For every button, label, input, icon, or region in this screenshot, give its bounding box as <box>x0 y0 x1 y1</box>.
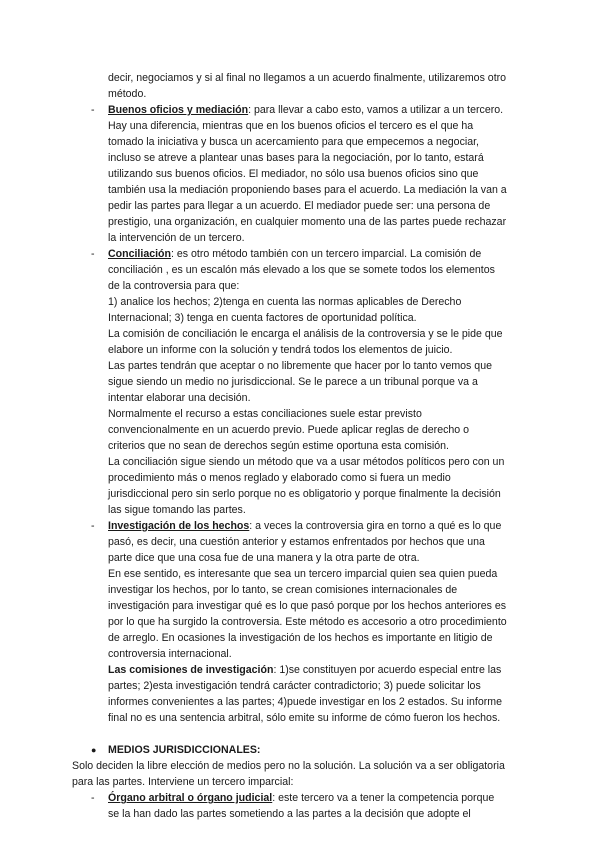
text-line <box>108 662 501 678</box>
text-line: 1) analice los hechos; 2)tenga en cuenta las normas aplicables de Derecho <box>108 296 462 308</box>
text-line: investigación para investigar qué es lo que pasó porque por los hechos anteriores es <box>108 600 507 612</box>
term-buenos-oficios: Buenos oficios y mediación <box>108 104 249 116</box>
text-line: elabore un informe con la solución y tendrá todos los elementos de juicio. <box>108 344 453 356</box>
text-line: utilizando sus buenos oficios. El mediador, no sólo usa buenos oficios sino que <box>108 168 479 180</box>
text-line: intentar elaborar una decisión. <box>108 392 251 404</box>
dash-marker: - <box>91 248 95 260</box>
text-line: Normalmente el recurso a estas conciliaciones suele estar previsto <box>108 408 422 420</box>
text-line: de la controversia para que: <box>108 280 240 292</box>
text-line: La conciliación sigue siendo un método que va a usar métodos políticos pero con un <box>108 456 505 468</box>
term-organo: Órgano arbitral o órgano judicial <box>108 792 273 804</box>
text-line: La comisión de conciliación le encarga el análisis de la controversia y se le pide que <box>108 328 503 340</box>
text-line: pasó, es decir, una cuestión anterior y estamos enfrentados por hechos que una <box>108 536 485 548</box>
text-line: se la han dado las partes sometiendo a las partes a la decisión que adopte el <box>108 808 471 820</box>
text-line: jurisdiccional pero sin serlo porque no es obligatorio y porque finalmente la decisión <box>108 488 501 500</box>
list-item-heading <box>108 790 494 806</box>
text-run: : a veces la controversia gira en torno a qué es lo que <box>249 520 502 532</box>
text-line: sigue siendo un medio no jurisdiccional. Se le parece a un tribunal porque va a <box>108 376 478 388</box>
text-line: Internacional; 3) tenga en cuenta factores de oportunidad política. <box>108 312 417 324</box>
text-run: : 1)se constituyen por acuerdo especial entre las <box>273 664 502 676</box>
text-line: conciliación , es un escalón más elevado a los que se somete todos los elementos <box>108 264 495 276</box>
text-run: : es otro método también con un tercero imparcial. La comisión de <box>170 248 482 260</box>
list-item-heading <box>108 246 481 262</box>
text-line: la intervención de un tercero. <box>108 232 245 244</box>
text-line: convencionalmente en un acuerdo previo. Puede aplicar reglas de derecho o <box>108 424 470 436</box>
text-line: partes; 2)esta investigación tendrá carácter contradictorio; 3) puede solicitar los <box>108 680 481 692</box>
list-item-heading <box>108 102 503 118</box>
text-run: : este tercero va a tener la competencia porque <box>272 792 495 804</box>
term-comisiones: Las comisiones de investigación <box>108 664 274 676</box>
list-item-heading <box>108 518 501 534</box>
text-line: para las partes. Interviene un tercero imparcial: <box>72 776 294 788</box>
text-line: En ese sentido, es interesante que sea un tercero imparcial quien sea quien pueda <box>108 568 498 580</box>
term-conciliacion: Conciliación <box>108 248 171 260</box>
text-line: investigar los hechos, por lo tanto, se crean comisiones internacionales de <box>108 584 458 596</box>
text-line: criterios que no sean de derechos según estime oportuna esta comisión. <box>108 440 449 452</box>
text-line: de arreglo. En ocasiones la investigación de los hechos es importante en litigio de <box>108 632 493 644</box>
dash-marker: - <box>91 520 95 532</box>
text-line: parte dice que una cosa fue de una manera y la otra parte de otra. <box>108 552 420 564</box>
text-line: Solo deciden la libre elección de medios pero no la solución. La solución va a ser obligatoria <box>72 760 505 772</box>
text-line: final no es una sentencia arbitral, sólo emite su informe de cómo fueron los hechos. <box>108 712 501 724</box>
bullet-marker: ● <box>91 745 97 755</box>
text-line: decir, negociamos y si al final no llegamos a un acuerdo finalmente, utilizaremos otro <box>108 72 507 84</box>
text-line: controversia internacional. <box>108 648 232 660</box>
text-line: informes convenientes a las partes; 4)puede investigar en los 2 estados. Su informe <box>108 696 502 708</box>
text-line: prestigio, una organización, en cualquier momento una de las partes puede rechazar <box>108 216 507 228</box>
text-line: pedir las partes para llegar a un acuerdo. El mediador puede ser: una persona de <box>108 200 491 212</box>
text-line: las sigue tomando las partes. <box>108 504 246 516</box>
text-line: incluso se atreve a plantear unas bases para la negociación, por lo tanto, estará <box>108 152 484 164</box>
text-line: procedimiento más o menos reglado y elaborado como si fuera un medio <box>108 472 451 484</box>
dash-marker: - <box>91 792 95 804</box>
section-heading: MEDIOS JURISDICCIONALES: <box>108 744 261 756</box>
text-run: : para llevar a cabo esto, vamos a utilizar a un tercero. <box>248 104 504 116</box>
text-line: Hay una diferencia, mientras que en los buenos oficios el tercero es el que ha <box>108 120 474 132</box>
text-line: por lo que ha surgido la controversia. Este método es accesorio a otro procedimiento <box>108 616 507 628</box>
text-line: Las partes tendrán que aceptar o no libremente que hacer por lo tanto vemos que <box>108 360 492 372</box>
dash-marker: - <box>91 104 95 116</box>
term-investigacion: Investigación de los hechos <box>108 520 250 532</box>
text-line: método. <box>108 88 147 100</box>
text-line: tomado la iniciativa y busca un acercamiento para que empecemos a negociar, <box>108 136 479 148</box>
text-line: también usa la mediación proponiendo bases para el acuerdo. La mediación la van a <box>108 184 507 196</box>
